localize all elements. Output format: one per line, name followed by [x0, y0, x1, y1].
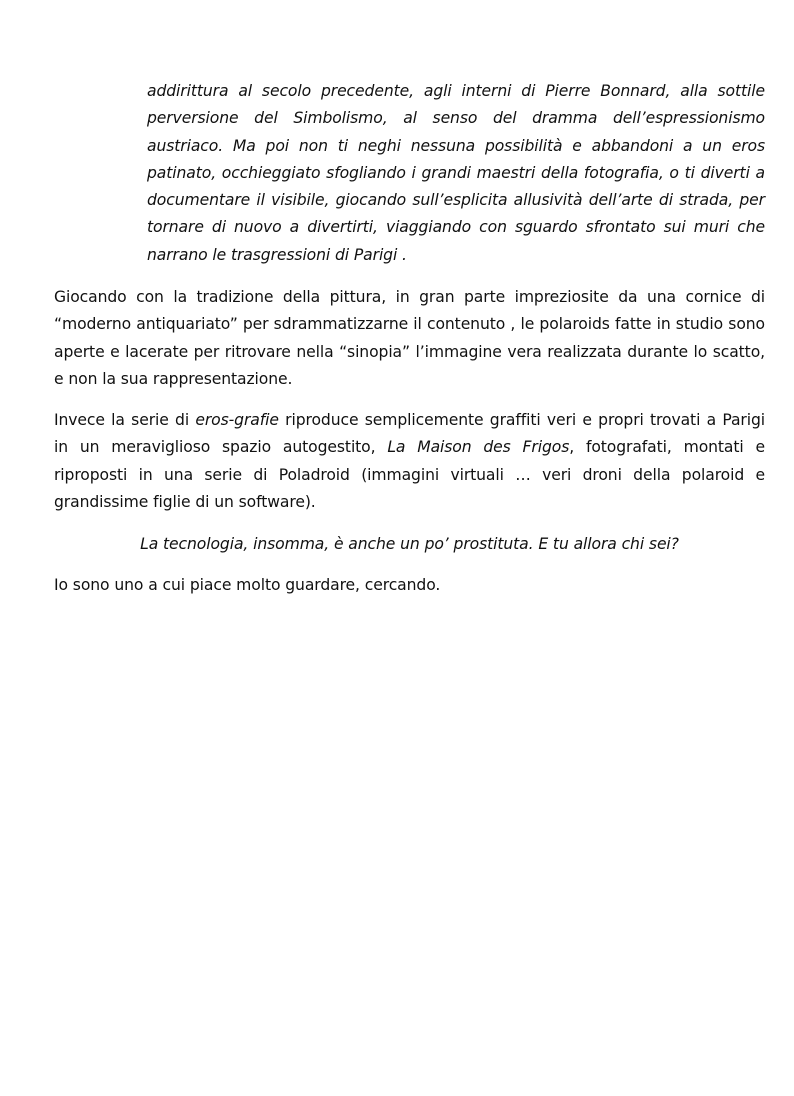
paragraph-2-text-c: , fotografati, montati e riproposti in una serie di Poladroid (immagini virtuali … veri droni della polaroid e grandissime figlie di un software). [54, 438, 765, 511]
eros-grafie-title: eros-grafie [195, 411, 279, 429]
maison-des-frigos-title: La Maison des Frigos [387, 438, 570, 457]
closing-line: Io sono uno a cui piace molto guardare, cercando. [54, 576, 441, 594]
paragraph-2-text-b: riproduce semplicemente graffiti veri e propri trovati a Parigi in un meraviglioso spazio autogestito, [54, 411, 765, 457]
body-paragraph-2 [54, 407, 765, 516]
quote-paragraph: addirittura al secolo precedente, agli interni di Pierre Bonnard, alla sottile perversione del Simbolismo, al senso del dramma dell’espressionismo austriaco. Ma poi non ti neghi nessuna possibilità e abbandoni a un eros patinato, occhieggiato sfogliando i grandi maestri della fotografia, o ti diverti a documentare il visibile, giocando sull’esplicita allusività dell’arte di strada, per tornare di nuovo a divertirti, viaggiando con sguardo sfrontato sui muri che narrano le trasgressioni di Parigi . [147, 82, 765, 264]
paragraph-2-text-a: Invece la serie di [54, 411, 196, 429]
body-paragraph-1: Giocando con la tradizione della pittura, in gran parte impreziosite da una cornice di “moderno antiquariato” per sdrammatizzarne il contenuto , le polaroids fatte in studio sono aperte e lacerate per ritrovare nella “sinopia” l’immagine vera realizzata durante lo scatto, e non la sua rappresentazione. [54, 288, 765, 388]
centered-italic-line: La tecnologia, insomma, è anche un po’ prostituta. E tu allora chi sei? [140, 535, 679, 553]
